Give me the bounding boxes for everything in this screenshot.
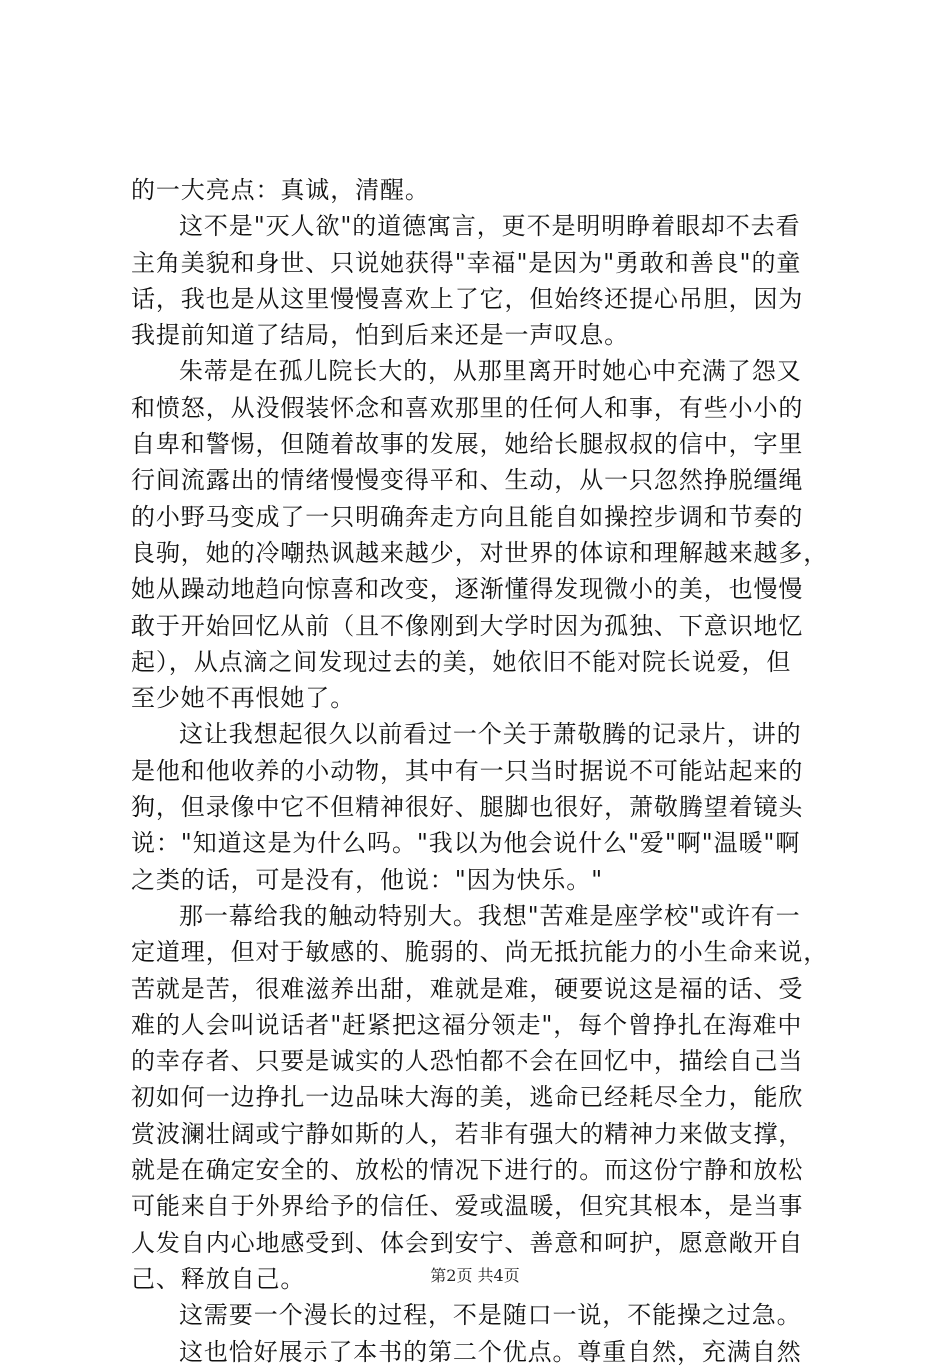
text-line-14: 起），从点滴之间发现过去的美，她依旧不能对院长说爱，但 — [131, 647, 792, 676]
text-line-27: 赏波澜壮阔或宁静如斯的人，若非有强大的精神力来做支撑， — [131, 1119, 804, 1148]
text-line-8: 自卑和警惕，但随着故事的发展，她给长腿叔叔的信中，字里 — [131, 430, 804, 459]
text-line-9: 行间流露出的情绪慢慢变得平和、生动，从一只忽然挣脱缰绳 — [131, 466, 804, 495]
text-line-1: 的一大亮点：真诚，清醒。 — [131, 176, 430, 204]
text-line-26: 初如何一边挣扎一边品味大海的美，逃命已经耗尽全力，能欣 — [131, 1083, 804, 1112]
text-line-17: 是他和他收养的小动物，其中有一只当时据说不可能站起来的 — [131, 756, 804, 785]
text-line-29: 可能来自于外界给予的信任、爱或温暖，但究其根本，是当事 — [131, 1192, 804, 1221]
text-line-22: 定道理，但对于敏感的、脆弱的、尚无抵抗能力的小生命来说， — [131, 938, 829, 967]
text-line-2: 这不是"灭人欲"的道德寓言，更不是明明睁着眼却不去看 — [179, 212, 801, 241]
text-line-33: 这也恰好展示了本书的第二个优点。尊重自然，充满自然 — [179, 1337, 802, 1366]
text-line-30: 人发自内心地感受到、体会到安宁、善意和呵护，愿意敞开自 — [131, 1228, 804, 1257]
text-line-12: 她从躁动地趋向惊喜和改变，逐渐懂得发现微小的美，也慢慢 — [131, 575, 804, 604]
text-line-21: 那一幕给我的触动特别大。我想"苦难是座学校"或许有一 — [179, 901, 801, 930]
text-line-15: 至少她不再恨她了。 — [131, 684, 356, 713]
text-line-23: 苦就是苦，很难滋养出甜，难就是难，硬要说这是福的话、受 — [131, 974, 804, 1003]
text-line-20: 之类的话，可是没有，他说："因为快乐。" — [131, 865, 604, 894]
text-line-7: 和愤怒，从没假装怀念和喜欢那里的任何人和事，有些小小的 — [131, 393, 804, 422]
text-line-28: 就是在确定安全的、放松的情况下进行的。而这份宁静和放松 — [131, 1156, 804, 1185]
document-body — [131, 172, 831, 1370]
text-line-18: 狗，但录像中它不但精神很好、腿脚也很好，萧敬腾望着镜头 — [131, 793, 804, 822]
text-line-5: 我提前知道了结局，怕到后来还是一声叹息。 — [131, 321, 629, 350]
text-line-4: 话，我也是从这里慢慢喜欢上了它，但始终还提心吊胆，因为 — [131, 284, 804, 313]
text-line-31: 己、释放自己。 — [131, 1264, 306, 1293]
text-line-3: 主角美貌和身世、只说她获得"幸福"是因为"勇敢和善良"的童 — [131, 248, 802, 277]
text-line-25: 的幸存者、只要是诚实的人恐怕都不会在回忆中，描绘自己当 — [131, 1047, 804, 1076]
text-line-11: 良驹，她的冷嘲热讽越来越少，对世界的体谅和理解越来越多， — [131, 538, 829, 567]
text-line-19: 说："知道这是为什么吗。"我以为他会说什么"爱"啊"温暖"啊 — [131, 829, 801, 858]
text-line-10: 的小野马变成了一只明确奔走方向且能自如操控步调和节奏的 — [131, 502, 804, 531]
text-line-16: 这让我想起很久以前看过一个关于萧敬腾的记录片，讲的 — [179, 720, 802, 749]
text-line-32: 这需要一个漫长的过程，不是随口一说，不能操之过急。 — [179, 1301, 802, 1330]
text-line-24: 难的人会叫说话者"赶紧把这福分领走"，每个曾挣扎在海难中 — [131, 1010, 803, 1039]
text-line-13: 敢于开始回忆从前（且不像刚到大学时因为孤独、下意识地忆 — [131, 611, 804, 640]
page-number-footer: 第2页 共4页 — [430, 1266, 520, 1285]
text-line-6: 朱蒂是在孤儿院长大的，从那里离开时她心中充满了怨又 — [179, 357, 802, 386]
